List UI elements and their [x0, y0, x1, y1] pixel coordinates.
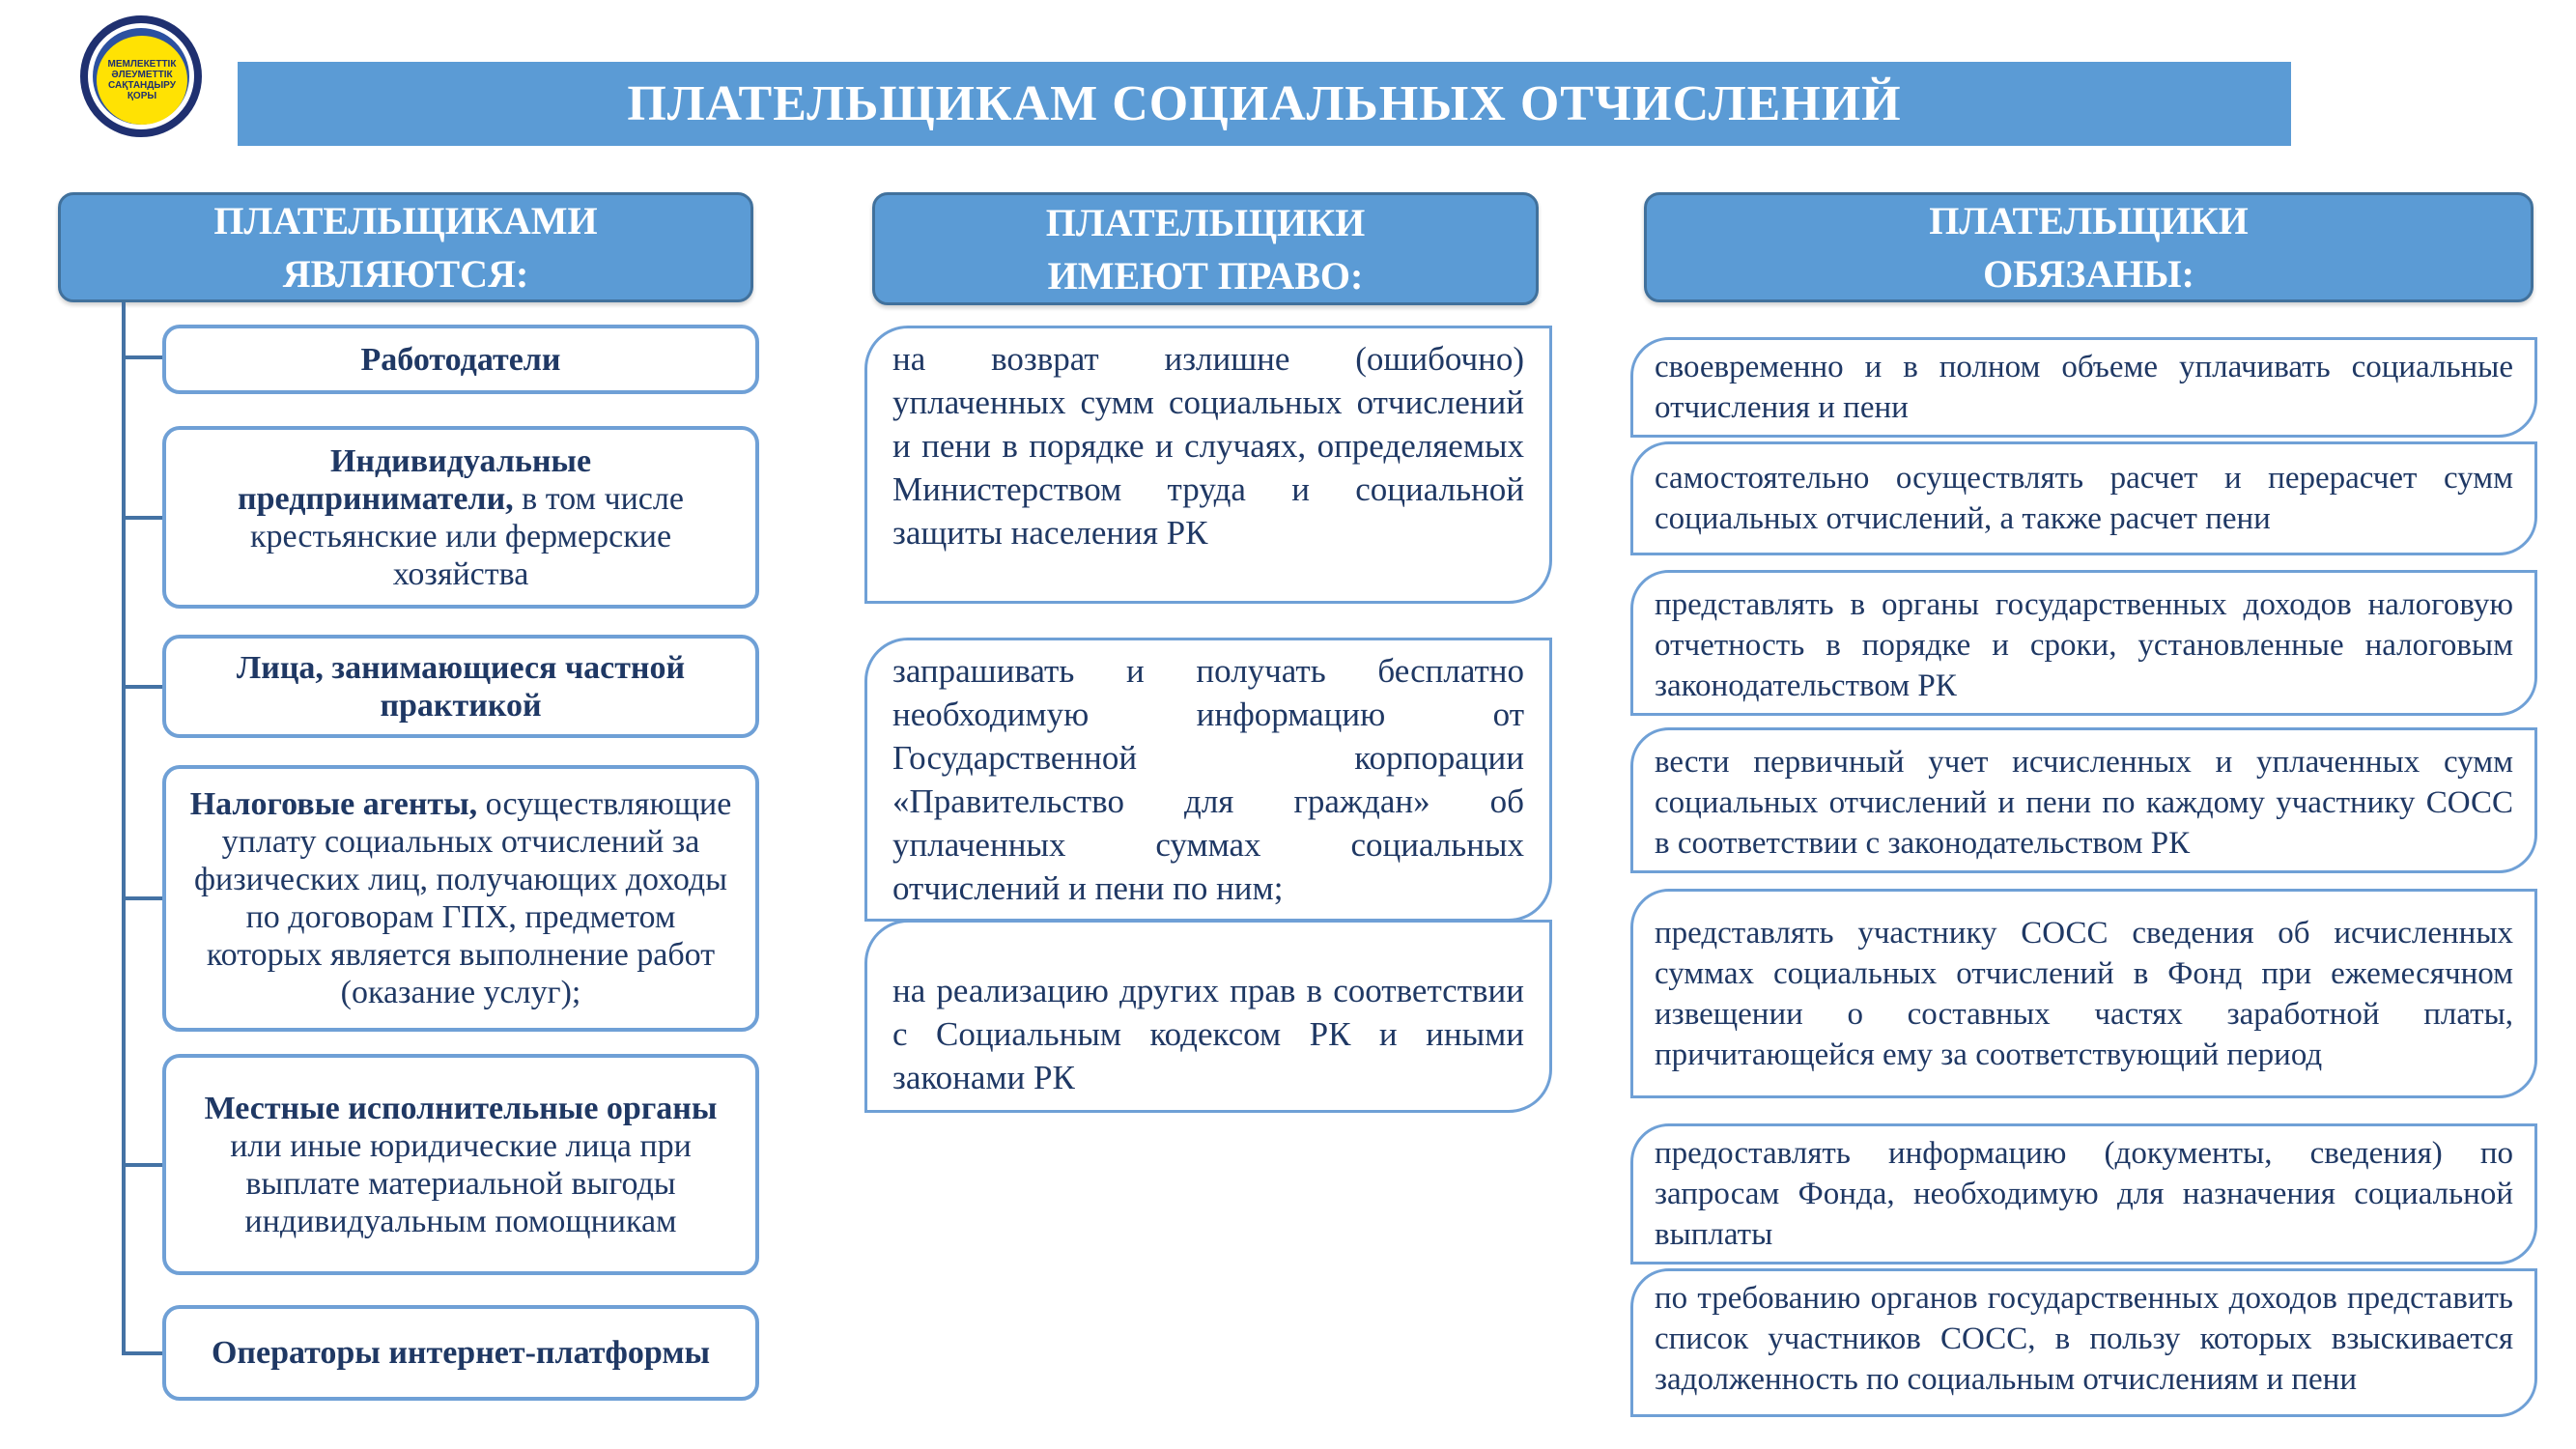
tree-branch-line [122, 1351, 166, 1355]
payer-item-rest: или иные юридические лица при выплате материальной выгоды индивидуальным помощникам [230, 1127, 692, 1239]
fund-logo-icon [80, 15, 202, 137]
tree-trunk-line [122, 302, 126, 1353]
page-title: ПЛАТЕЛЬЩИКАМ СОЦИАЛЬНЫХ ОТЧИСЛЕНИЙ [627, 76, 1902, 131]
payer-item-internet-platform-operators [162, 1305, 759, 1401]
duty-item-text: представлять участнику СОСС сведения об исчисленных суммах социальных отчислений в Фонд при ежемесячном извещении о составных частях заработной платы, причитающейся ему за соответствующий период [1655, 916, 2513, 1072]
tree-branch-line [122, 1163, 166, 1167]
header-duties-line1: ПЛАТЕЛЬЩИКИ [1929, 199, 2249, 242]
duty-item-text: вести первичный учет исчисленных и уплаченных сумм социальных отчислений и пени по каждому участнику СОСС в соответствии с законодательством РК [1655, 745, 2513, 861]
right-item-text: запрашивать и получать бесплатно необходимую информацию от Государственной корпорации «Правительство для граждан» об уплаченных суммах социальных отчислений и пени по ним; [892, 652, 1524, 907]
payer-item-text [189, 442, 732, 593]
payer-item-text [361, 341, 561, 379]
payer-item-employers [162, 325, 759, 394]
payer-item-bold: Местные исполнительные органы [204, 1090, 718, 1126]
duty-item-primary-accounting [1630, 727, 2537, 873]
duty-item-self-calculation [1630, 441, 2537, 555]
duty-item-debtors-list [1630, 1268, 2537, 1417]
header-payers-line1: ПЛАТЕЛЬЩИКАМИ [213, 199, 598, 242]
duty-item-text: представлять в органы государственных доходов налоговую отчетность в порядке и сроки, установленные налоговым законодательством РК [1655, 587, 2513, 703]
payer-item-private-practice [162, 635, 759, 738]
right-item-text: на реализацию других прав в соответствии с Социальным кодексом РК и иными законами РК [892, 972, 1524, 1096]
logo-line: ӘЛЕУМЕТТІК [111, 70, 173, 80]
header-duties-line2: ОБЯЗАНЫ: [1983, 252, 2194, 296]
right-item-other-rights [864, 920, 1552, 1113]
logo-line: САҚТАНДЫРУ [108, 80, 176, 91]
header-rights-line2: ИМЕЮТ ПРАВО: [1047, 253, 1364, 298]
payer-item-bold: Лица, занимающиеся частной практикой [236, 649, 686, 724]
right-item-request-info [864, 638, 1552, 922]
logo-line: МЕМЛЕКЕТТІК [107, 59, 177, 70]
header-payers-rights [872, 192, 1539, 305]
header-payers-are [58, 192, 753, 302]
duty-item-inform-participant [1630, 889, 2537, 1098]
fund-logo-text [97, 36, 187, 125]
payer-item-bold: Налоговые агенты, [189, 786, 478, 822]
logo-line: ҚОРЫ [127, 91, 157, 101]
tree-branch-line [122, 896, 166, 900]
duty-item-tax-reporting [1630, 570, 2537, 716]
payer-item-bold: Индивидуальные предприниматели, [238, 442, 592, 517]
title-banner [238, 62, 2291, 146]
payer-item-text [212, 1334, 710, 1372]
payer-item-local-executive-bodies [162, 1054, 759, 1275]
duty-item-timely-payment [1630, 337, 2537, 438]
duty-item-text: по требованию органов государственных доходов представить список участников СОСС, в пользу которых взыскивается задолженность по социальным отчислениям и пени [1655, 1281, 2513, 1397]
payer-item-rest: осуществляющие уплату социальных отчислений за физических лиц, получающих доходы по договорам ГПХ, предметом которых является выполнение работ (оказание услуг); [193, 786, 732, 1010]
duty-item-text: самостоятельно осуществлять расчет и перерасчет сумм социальных отчислений, а также расчет пени [1655, 461, 2513, 536]
right-item-text: на возврат излишне (ошибочно) уплаченных сумм социальных отчислений и пени в порядке и случаях, определяемых Министерством труда и социальной защиты населения РК [892, 340, 1524, 552]
right-item-refund [864, 326, 1552, 604]
payer-item-rest: в том числе крестьянские или фермерские хозяйства [249, 480, 684, 592]
duty-item-provide-info-to-fund [1630, 1123, 2537, 1264]
tree-branch-line [122, 516, 166, 520]
payer-item-bold: Операторы интернет-платформы [211, 1335, 711, 1371]
payer-item-text [189, 649, 732, 724]
payer-item-text [189, 1090, 732, 1240]
tree-branch-line [122, 355, 166, 359]
header-payers-duties [1644, 192, 2534, 302]
payer-item-tax-agents [162, 765, 759, 1032]
payer-item-individual-entrepreneurs [162, 426, 759, 609]
header-payers-line2: ЯВЛЯЮТСЯ: [282, 252, 529, 296]
tree-branch-line [122, 685, 166, 689]
duty-item-text: предоставлять информацию (документы, сведения) по запросам Фонда, необходимую для назначения социальной выплаты [1655, 1136, 2513, 1252]
header-rights-line1: ПЛАТЕЛЬЩИКИ [1045, 200, 1366, 244]
payer-item-text [189, 785, 732, 1011]
payer-item-bold: Работодатели [360, 341, 561, 378]
duty-item-text: своевременно и в полном объеме уплачивать социальные отчисления и пени [1655, 350, 2513, 425]
